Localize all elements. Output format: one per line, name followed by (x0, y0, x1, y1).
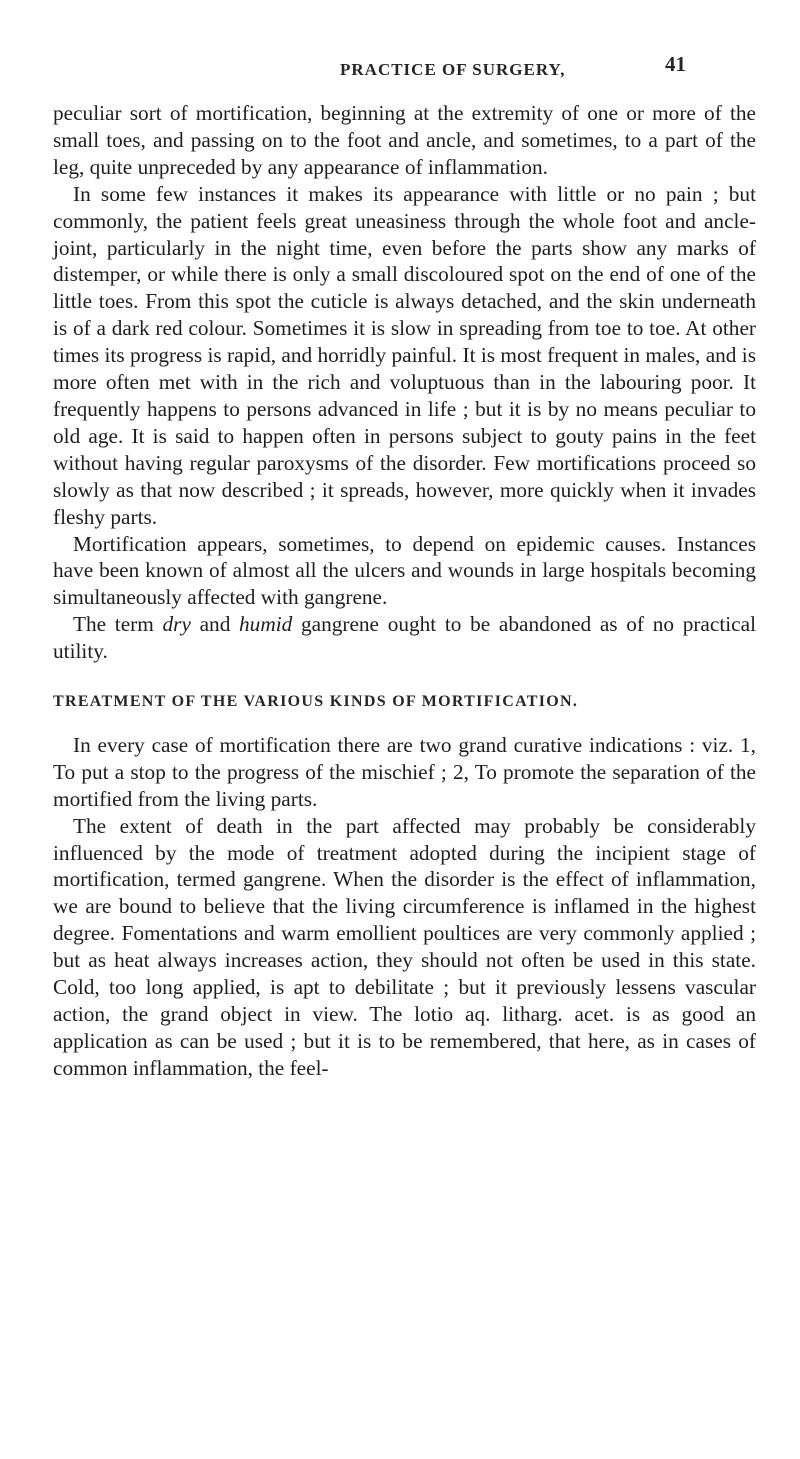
term-paragraph (53, 611, 756, 665)
paragraph: In some few instances it makes its appearance with little or no pain ; but commonly, the patient feels great uneasiness through the whole foot and ancle-joint, particularly in the night time, even before the parts show any marks of distemper, or while there is only a small discoloured spot on the end of one of the little toes. From this spot the cuticle is always detached, and the skin underneath is of a dark red colour. Sometimes it is slow in spreading from toe to toe. At other times its progress is rapid, and horridly painful. It is most frequent in males, and is more often met with in the rich and voluptuous than in the labouring poor. It frequently happens to persons advanced in life ; but it is by no means peculiar to old age. It is said to happen often in persons subject to gouty pains in the feet without having regular paroxysms of the disorder. Few mortifications proceed so slowly as that now described ; it spreads, however, more quickly when it invades fleshy parts. (53, 181, 756, 529)
running-head: PRACTICE OF SURGERY, (340, 60, 566, 79)
term-text: and (190, 612, 240, 637)
paragraph: Mortification appears, sometimes, to depend on epidemic causes. Instances have been known of almost all the ulcers and wounds in large hospitals becoming simultaneously affected with gangrene. (53, 531, 756, 610)
term-humid: humid (239, 612, 293, 637)
paragraph: In every case of mortification there are two grand curative indications : viz. 1, To put a stop to the progress of the mischief ; 2, To promote the separation of the mortified from the living parts. (53, 732, 756, 811)
page-number: 41 (665, 52, 686, 76)
term-text: The term (73, 612, 163, 637)
term-text: gangrene ought to be abandoned as of no practical utility. (53, 612, 756, 664)
paragraph: The extent of death in the part affected may probably be considerably influenced by the mode of treatment adopted during the incipient stage of mortification, termed gangrene. When the disorder is the effect of inflammation, we are bound to believe that the living circumference is inflamed in the highest degree. Fomentations and warm emollient poultices are very commonly applied ; but as heat always increases action, they should not often be used in this state. Cold, too long applied, is apt to debilitate ; but it previously lessens vascular action, the grand object in view. The lotio aq. litharg. acet. is as good an application as can be used ; but it is to be remembered, that here, as in cases of common inflammation, the feel- (53, 813, 756, 1080)
section-heading: TREATMENT OF THE VARIOUS KINDS OF MORTIFICATION. (53, 693, 579, 711)
body-text (53, 100, 756, 1082)
paragraph: peculiar sort of mortification, beginning at the extremity of one or more of the small toes, and passing on to the foot and ancle, and sometimes, to a part of the leg, quite unpreceded by any appearance of inflammation. (53, 101, 756, 179)
term-dry: dry (162, 612, 191, 637)
